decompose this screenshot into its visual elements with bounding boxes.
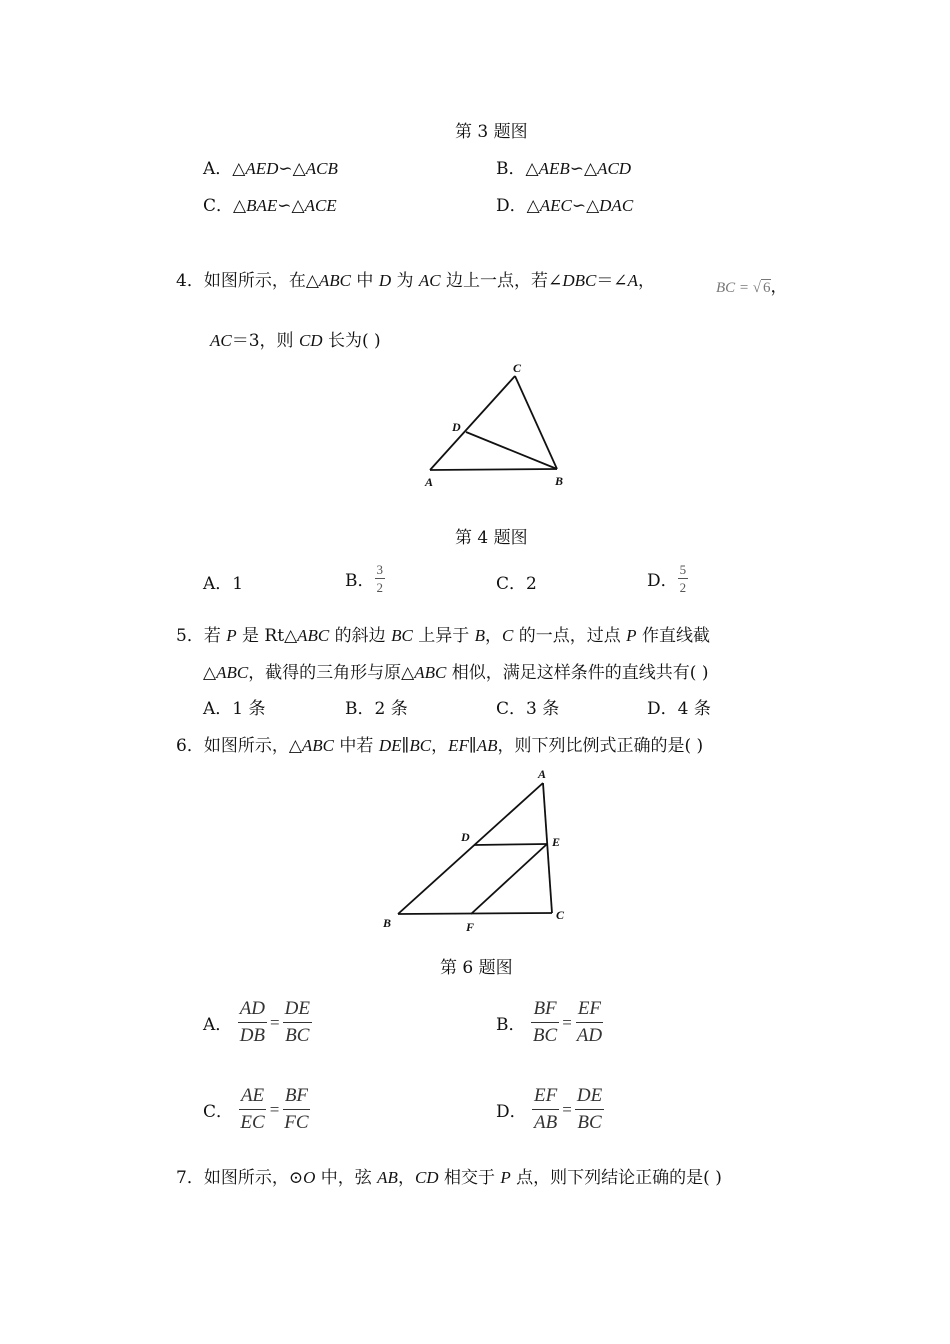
- radicand: 6: [763, 280, 771, 296]
- stem-text: 边上一点，若∠: [440, 271, 563, 291]
- stem-var: AB: [377, 1168, 398, 1187]
- option-triangle-2: DAC: [599, 196, 634, 215]
- fraction-denominator: 2: [679, 580, 687, 595]
- fraction-numerator: BF: [531, 996, 558, 1023]
- q5-option-d[interactable]: [647, 694, 711, 719]
- option-triangle-1: BAE: [246, 196, 278, 215]
- stem-text: 中: [351, 271, 379, 291]
- stem-text: ＝3，则: [231, 331, 299, 351]
- stem-var: BC: [391, 626, 413, 645]
- stem-text: 的一点，过点: [513, 626, 627, 646]
- label-f: F: [466, 920, 475, 934]
- fraction-numerator: EF: [532, 1083, 559, 1110]
- fraction-numerator: 3: [376, 562, 383, 577]
- option-key: A．: [203, 574, 233, 594]
- stem-text: ，: [431, 736, 449, 756]
- stem-text: ，: [397, 1168, 415, 1188]
- option-value: 2 条: [374, 699, 408, 719]
- label-b: B: [555, 474, 564, 488]
- question-number: 6．: [176, 736, 204, 756]
- label-c: C: [556, 908, 565, 922]
- q5-option-a[interactable]: [203, 694, 266, 719]
- label-d: D: [461, 830, 470, 844]
- option-sim: ∽△: [278, 159, 306, 179]
- stem-var: B: [474, 626, 485, 645]
- option-sim: ∽△: [571, 196, 600, 216]
- option-key: D．: [647, 699, 678, 719]
- stem-text: 中，弦: [315, 1168, 378, 1188]
- stem-var: AC: [210, 331, 232, 350]
- option-triangle-2: ACB: [305, 159, 338, 178]
- option-sim: ∽△: [569, 159, 598, 179]
- q3-option-a[interactable]: [203, 154, 338, 179]
- q6-figure-caption: 第 6 题图: [440, 958, 513, 978]
- equals-sign: =: [562, 1099, 572, 1119]
- option-key: B．: [496, 1015, 526, 1035]
- option-key: A．: [203, 1015, 233, 1035]
- q4-option-c[interactable]: [496, 569, 537, 594]
- stem-text: 为: [391, 271, 419, 291]
- segment-ab: [398, 783, 543, 914]
- fraction-numerator: AE: [239, 1083, 266, 1110]
- option-key: B．: [345, 699, 375, 719]
- option-value: 1: [232, 574, 244, 594]
- q4-option-b[interactable]: [345, 561, 385, 596]
- stem-text: 若: [203, 626, 227, 646]
- option-key: C．: [496, 699, 527, 719]
- fraction-denominator: FC: [284, 1112, 309, 1133]
- fraction-denominator: AD: [576, 1025, 603, 1046]
- stem-text: ，: [485, 626, 502, 646]
- label-b: B: [383, 916, 392, 930]
- q5-option-c[interactable]: [496, 694, 559, 719]
- q3-option-c[interactable]: [203, 191, 337, 216]
- segment-ac: [430, 376, 515, 470]
- fraction-denominator: BC: [577, 1112, 602, 1133]
- option-triangle-1: AEB: [538, 159, 570, 178]
- option-key: C．: [203, 196, 234, 216]
- stem-text: 如图所示，在△: [203, 271, 319, 291]
- option-pre: △: [526, 196, 540, 216]
- segment-ef: [471, 844, 547, 914]
- label-a: A: [538, 767, 547, 781]
- q4-figure-caption: 第 4 题图: [455, 528, 528, 548]
- stem-var: C: [502, 626, 514, 645]
- stem-var: P: [626, 626, 637, 645]
- stem-var: ABC: [297, 626, 330, 645]
- q6-option-a[interactable]: [203, 996, 312, 1049]
- option-value: 4 条: [677, 699, 711, 719]
- segment-bc: [398, 913, 552, 914]
- option-triangle-2: ACD: [597, 159, 632, 178]
- label-c: C: [513, 361, 522, 375]
- q5-option-b[interactable]: [345, 694, 408, 719]
- option-key: D．: [496, 196, 527, 216]
- label-e: E: [552, 835, 561, 849]
- fraction-numerator: DE: [575, 1083, 604, 1110]
- option-value: 3 条: [526, 699, 560, 719]
- stem-var: ABC: [301, 736, 335, 755]
- q6-option-d[interactable]: [496, 1083, 604, 1136]
- stem-text: ，: [637, 271, 655, 291]
- stem-var: CD: [414, 1168, 439, 1187]
- q7-stem: [176, 1163, 722, 1188]
- fraction-denominator: AB: [534, 1112, 558, 1133]
- option-triangle-1: AEC: [539, 196, 572, 215]
- segment-de: [474, 844, 547, 845]
- stem-text: 是 Rt△: [236, 626, 298, 646]
- stem-text: 的斜边: [329, 626, 392, 646]
- stem-var: EF: [448, 736, 469, 755]
- stem-var: DBC: [562, 271, 597, 290]
- option-key: B．: [345, 571, 375, 591]
- stem-var: DE: [378, 736, 402, 755]
- stem-text: ，: [770, 277, 788, 297]
- option-key: D．: [496, 1102, 527, 1122]
- stem-var: AC: [418, 271, 441, 290]
- option-value: 1 条: [232, 699, 266, 719]
- q6-option-b[interactable]: [496, 996, 604, 1049]
- segment-ac: [543, 783, 552, 913]
- option-triangle-1: AED: [245, 159, 279, 178]
- stem-var: P: [226, 626, 237, 645]
- stem-text: ＝∠: [596, 271, 628, 291]
- stem-var: CD: [298, 331, 323, 350]
- stem-text: 如图所示，⊙: [203, 1168, 304, 1188]
- fraction-numerator: BF: [283, 1083, 310, 1110]
- q4-option-a[interactable]: [203, 569, 243, 594]
- stem-text: 上异于: [412, 626, 475, 646]
- stem-var: ABC: [414, 663, 447, 682]
- question-number: 4．: [176, 271, 204, 291]
- fraction-denominator: EC: [240, 1112, 265, 1133]
- q4-stem-line-2: [210, 326, 381, 351]
- stem-var: ABC: [216, 663, 249, 682]
- option-key: C．: [203, 1102, 234, 1122]
- stem-text: 长为( ): [322, 331, 381, 351]
- option-sim: ∽△: [277, 196, 305, 216]
- q4-option-d[interactable]: [647, 561, 688, 596]
- fraction-numerator: AD: [238, 996, 267, 1023]
- expr-lhs: BC =: [716, 280, 753, 296]
- segment-ab: [430, 469, 557, 470]
- stem-text: △: [203, 663, 217, 683]
- fraction-denominator: 2: [376, 580, 383, 595]
- option-key: A．: [203, 699, 233, 719]
- q5-stem-line-2: [203, 658, 708, 683]
- stem-text: 相似，满足这样条件的直线共有( ): [446, 663, 709, 683]
- stem-var: A: [627, 271, 638, 290]
- equals-sign: =: [270, 1012, 280, 1032]
- q3-option-b[interactable]: [496, 154, 631, 179]
- q3-figure-caption: 第 3 题图: [455, 122, 528, 142]
- stem-text: ，则下列比例式正确的是( ): [497, 736, 704, 756]
- option-key: C．: [496, 574, 527, 594]
- stem-text: 相交于: [438, 1168, 501, 1188]
- option-pre: △: [233, 196, 247, 216]
- q5-stem-line-1: [176, 621, 710, 646]
- q4-triangle-figure: [420, 358, 580, 493]
- stem-var: O: [303, 1168, 316, 1187]
- fraction-denominator: DB: [239, 1025, 266, 1046]
- question-number: 7．: [176, 1168, 204, 1188]
- question-number: 5．: [176, 626, 204, 646]
- q4-stem-line-1: [176, 266, 655, 291]
- stem-text: 如图所示，△: [203, 736, 302, 756]
- fraction-denominator: BC: [532, 1025, 558, 1046]
- option-key: A．: [203, 159, 233, 179]
- stem-var: ABC: [318, 271, 352, 290]
- stem-text: 作直线截: [636, 626, 710, 646]
- q6-stem: [176, 731, 703, 756]
- stem-text: ∥: [401, 736, 410, 756]
- label-a: A: [425, 475, 434, 489]
- fraction-numerator: DE: [283, 996, 312, 1023]
- stem-var: BC: [409, 736, 432, 755]
- label-d: D: [452, 420, 461, 434]
- option-triangle-2: ACE: [304, 196, 337, 215]
- fraction-numerator: EF: [576, 996, 603, 1023]
- fraction-numerator: 5: [679, 562, 687, 577]
- stem-text: 中若: [334, 736, 379, 756]
- q6-triangle-figure: [378, 763, 573, 938]
- option-key: D．: [647, 571, 678, 591]
- option-key: B．: [496, 159, 526, 179]
- stem-text: 点，则下列结论正确的是( ): [510, 1168, 722, 1188]
- q6-option-c[interactable]: [203, 1083, 311, 1136]
- stem-var: D: [378, 271, 392, 290]
- fraction-denominator: BC: [285, 1025, 310, 1046]
- option-value: 2: [526, 574, 537, 594]
- q4-bc-expression: [716, 272, 788, 297]
- equals-sign: =: [269, 1099, 280, 1119]
- option-pre: △: [525, 159, 539, 179]
- sqrt-sign: √: [752, 280, 762, 296]
- equals-sign: =: [562, 1012, 572, 1032]
- stem-var: AB: [476, 736, 498, 755]
- stem-var: P: [500, 1168, 511, 1187]
- stem-text: ，截得的三角形与原△: [248, 663, 415, 683]
- q3-option-d[interactable]: [496, 191, 633, 216]
- stem-text: ∥: [468, 736, 477, 756]
- option-pre: △: [232, 159, 246, 179]
